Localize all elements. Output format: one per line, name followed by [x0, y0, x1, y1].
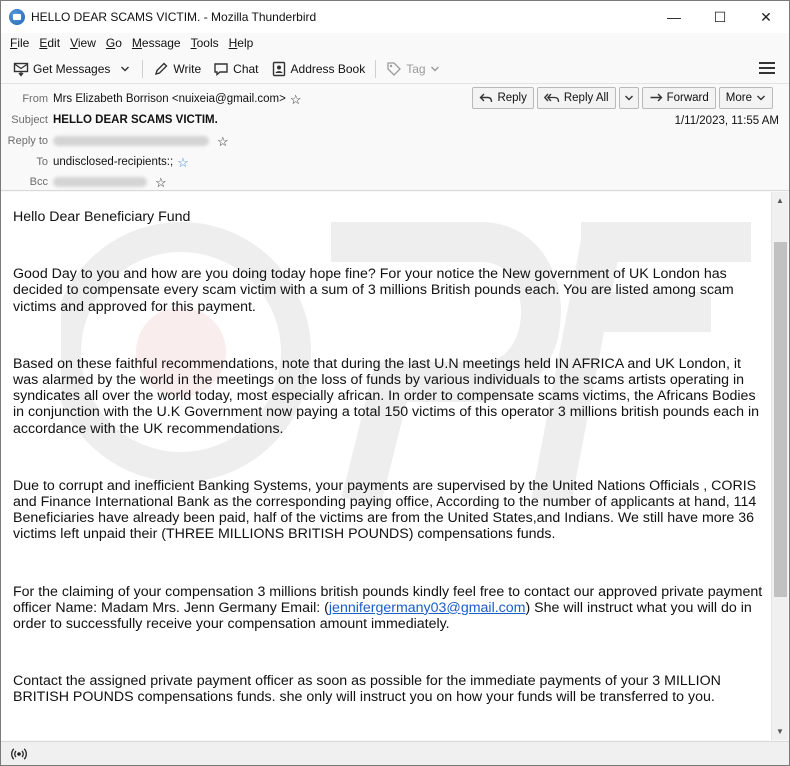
- reply-all-label: Reply All: [563, 92, 609, 104]
- star-icon[interactable]: ☆: [217, 133, 229, 149]
- reply-all-dropdown[interactable]: [619, 87, 639, 109]
- from-label: From: [22, 93, 48, 105]
- reply-to-row: [1, 131, 229, 151]
- message-date: 1/11/2023, 11:55 AM: [674, 115, 779, 127]
- window-title: HELLO DEAR SCAMS VICTIM. - Mozilla Thunderbird: [31, 10, 317, 24]
- chevron-down-icon: [430, 64, 440, 74]
- menu-file-label: ile: [17, 36, 30, 50]
- maximize-button[interactable]: ☐: [713, 8, 727, 25]
- message-greeting: Hello Dear Beneficiary Fund: [13, 209, 191, 225]
- bcc-value-redacted: [53, 177, 147, 187]
- menu-file-access-key: F: [10, 36, 18, 50]
- toolbar-separator: [375, 60, 376, 78]
- address-book-icon: [271, 61, 287, 77]
- menu-view-label: iew: [77, 36, 96, 50]
- reply-label: Reply: [497, 92, 527, 104]
- menu-tools-access-key: T: [190, 36, 197, 50]
- menu-edit-access-key: E: [39, 36, 48, 50]
- get-messages-label: Get Messages: [33, 61, 111, 76]
- address-book-button[interactable]: [265, 57, 372, 81]
- message-body-pane: [1, 192, 771, 740]
- menu-edit-label: dit: [47, 36, 61, 50]
- email-link[interactable]: jennifergermany03@gmail.com: [328, 599, 526, 616]
- scroll-up-arrow-icon[interactable]: ▲: [776, 196, 784, 205]
- status-bar: [1, 741, 789, 765]
- message-paragraph: [13, 584, 763, 633]
- menu-go-label: o: [115, 36, 122, 50]
- to-label: To: [36, 156, 48, 168]
- forward-label: Forward: [666, 92, 709, 104]
- chevron-down-icon: [756, 93, 766, 103]
- menu-help-access-key: H: [228, 36, 238, 50]
- scroll-down-arrow-icon[interactable]: ▼: [776, 727, 784, 736]
- header-action-buttons: [472, 87, 773, 109]
- main-toolbar: [1, 54, 789, 84]
- tag-label: Tag: [406, 61, 426, 76]
- message-text: [13, 209, 763, 706]
- online-status-icon[interactable]: [11, 747, 27, 761]
- minimize-button[interactable]: —: [667, 9, 681, 25]
- star-icon[interactable]: ☆: [289, 91, 302, 107]
- get-messages-icon: [13, 61, 29, 77]
- message-text-span: ) She will instruct what you will do in order to successfully receive your compensation amount immediately.: [13, 599, 752, 633]
- menu-message-access-key: M: [131, 36, 142, 50]
- write-label: Write: [173, 61, 202, 76]
- message-paragraph: Good Day to you and how are you doing today hope fine? For your notice the New government of UK London has decided to compensate every scam victim with a sum of 3 millions British pounds each. You are listed among scam victims and approved for this payment.: [13, 266, 734, 315]
- tag-button[interactable]: [380, 57, 445, 81]
- menu-view-access-key: V: [70, 36, 78, 50]
- blank-line: [13, 543, 763, 584]
- chat-bubble-icon: [213, 61, 229, 77]
- tag-icon: [386, 61, 402, 77]
- app-menu-hamburger-icon[interactable]: [759, 59, 775, 77]
- write-button[interactable]: [147, 57, 207, 81]
- menu-bar: [1, 33, 789, 53]
- chat-button[interactable]: [207, 57, 264, 81]
- menu-tools-label: ools: [196, 36, 219, 50]
- close-button[interactable]: ✕: [760, 8, 772, 25]
- reply-arrow-icon: [479, 92, 493, 104]
- message-paragraph: Based on these faithful recommendations, note that during the last U.N meetings held IN AFRICA and UK London, it was alarmed by the world in the meetings on the loss of funds by various individuals to the scams artists operating in syndicates all over the world today, most especially african. In order to compensate scams victims, the Africans Bodies in conjunction with the U.K Government now paying a total 150 victims of this operator 3 millions british pounds each in accordance with the UK recommendations.: [13, 355, 760, 437]
- blank-line: [13, 632, 763, 673]
- menu-go[interactable]: [101, 36, 127, 50]
- toolbar-separator: [142, 60, 143, 78]
- subject-value: HELLO DEAR SCAMS VICTIM.: [53, 114, 218, 126]
- scrollbar-thumb[interactable]: [774, 242, 787, 597]
- chevron-down-icon: [120, 64, 130, 74]
- blank-line: [13, 225, 763, 266]
- from-value[interactable]: Mrs Elizabeth Borrison <nuixeia@gmail.com>: [53, 93, 286, 105]
- window-controls: [651, 1, 789, 33]
- menu-tools[interactable]: [186, 36, 224, 50]
- from-row: [1, 89, 301, 109]
- bcc-row: [1, 172, 167, 192]
- menu-help-label: elp: [237, 36, 254, 50]
- chat-label: Chat: [233, 61, 259, 76]
- pencil-icon: [153, 61, 169, 77]
- reply-to-label: Reply to: [7, 135, 48, 147]
- menu-go-access-key: G: [105, 36, 116, 50]
- message-scrollbar[interactable]: [771, 192, 788, 740]
- get-messages-button[interactable]: [7, 57, 116, 81]
- menu-message-label: essage: [141, 36, 181, 50]
- menu-view[interactable]: [65, 36, 101, 50]
- more-button[interactable]: [719, 87, 773, 109]
- to-row: [1, 152, 189, 172]
- menu-edit[interactable]: [34, 36, 65, 50]
- subject-label: Subject: [11, 114, 48, 126]
- to-value[interactable]: undisclosed-recipients:;: [53, 156, 174, 168]
- thunderbird-app-icon: [9, 9, 25, 25]
- menu-message[interactable]: [127, 36, 186, 50]
- menu-file[interactable]: [5, 36, 34, 50]
- blank-line: [13, 315, 763, 356]
- message-paragraph: Contact the assigned private payment officer as soon as possible for the immediate payments of your 3 MILLION BRITISH POUNDS compensations funds. she only will instruct you on how your funds will be transferred to you.: [13, 673, 721, 706]
- message-header-pane: [1, 85, 789, 191]
- chevron-down-icon: [624, 93, 634, 103]
- bcc-label: Bcc: [29, 176, 48, 188]
- subject-row: [1, 110, 218, 130]
- reply-button[interactable]: [472, 87, 533, 109]
- forward-arrow-icon: [649, 92, 663, 104]
- get-messages-dropdown[interactable]: [116, 57, 138, 81]
- reply-all-button[interactable]: [537, 87, 616, 109]
- reply-all-icon: [544, 92, 560, 104]
- blank-line: [13, 437, 763, 478]
- star-icon[interactable]: ☆: [177, 154, 189, 170]
- address-book-label: Address Book: [290, 61, 366, 76]
- menu-help[interactable]: [224, 36, 259, 50]
- message-text-span: For the claiming of your compensation 3 millions british pounds kindly feel free to contact our approved private payment officer Name: Madam Mrs. Jenn Germany Email: (: [13, 583, 763, 616]
- forward-button[interactable]: [642, 87, 716, 109]
- message-paragraph: Due to corrupt and inefficient Banking Systems, your payments are supervised by the United Nations Officials , CORIS and Finance International Bank as the corresponding paying office, According to the number of applicants at hand, 114 Beneficiaries have already been paid, half of the victims are from the United States,and Indians. We still have more 36 victims left unpaid their (THREE MILLIONS BRITISH POUNDS) compensations funds.: [13, 477, 757, 543]
- reply-to-value-redacted: [53, 136, 209, 146]
- star-icon[interactable]: ☆: [155, 174, 167, 190]
- more-label: More: [725, 92, 752, 104]
- title-bar: [1, 1, 789, 33]
